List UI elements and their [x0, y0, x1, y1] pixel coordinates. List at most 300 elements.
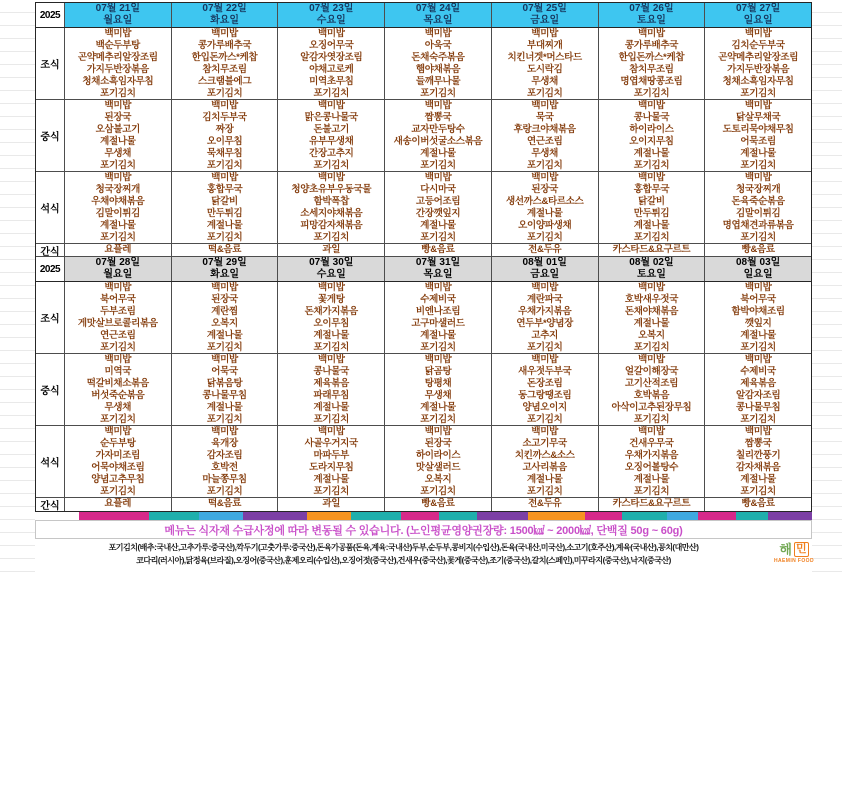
menu-item: 계절나물 — [100, 219, 136, 231]
menu-item: 콩나물국 — [633, 111, 670, 123]
menu-item: 닭갈비 — [638, 195, 665, 207]
day-weekday: 월요일 — [103, 269, 133, 280]
menu-item: 홍합무국 — [633, 183, 670, 195]
menu-item: 짜장 — [215, 123, 234, 135]
menu-cell[interactable] — [171, 426, 278, 497]
menu-item: 제육볶음 — [313, 377, 350, 389]
day-header-cell[interactable] — [384, 3, 491, 27]
menu-item: 계란찜 — [211, 305, 238, 317]
menu-cell[interactable] — [491, 28, 598, 99]
menu-item: 포기김치 — [420, 87, 456, 99]
menu-item: 청양초유부우동국물 — [291, 183, 372, 195]
menu-item: 곤약메추리알장조림 — [77, 51, 158, 63]
menu-item: 묵채무침 — [206, 147, 243, 159]
day-weekday: 월요일 — [103, 15, 133, 26]
menu-item: 미역초무침 — [309, 75, 354, 87]
menu-item: 함박폭찹 — [313, 195, 350, 207]
menu-item: 맛살샐러드 — [415, 461, 461, 473]
menu-item: 포기김치 — [740, 231, 776, 243]
menu-cell[interactable] — [704, 282, 811, 353]
menu-cell[interactable] — [171, 282, 278, 353]
menu-item: 포기김치 — [526, 341, 563, 353]
menu-item: 함박야채조림 — [731, 305, 785, 317]
menu-item: 콩나물국 — [313, 365, 350, 377]
menu-item: 도토리묵야채무침 — [722, 123, 794, 135]
menu-item: 포기김치 — [526, 413, 563, 425]
menu-item: 백미밥 — [531, 282, 559, 293]
menu-item: 계절나물 — [206, 401, 243, 413]
menu-cell[interactable] — [598, 28, 705, 99]
menu-cell[interactable] — [491, 354, 598, 425]
menu-item: 무생채 — [104, 147, 132, 159]
menu-cell[interactable] — [598, 354, 705, 425]
menu-item: 아욱국 — [424, 39, 452, 51]
menu-item: 콩가루배추국 — [197, 39, 252, 51]
menu-item: 양념고추무침 — [91, 473, 145, 485]
menu-item: 백미밥 — [104, 426, 132, 437]
menu-item: 버섯죽순볶음 — [91, 389, 145, 401]
menu-item: 참치무조림 — [629, 63, 674, 75]
menu-item: 떡갈비채소볶음 — [86, 377, 149, 389]
menu-item: 홍합무국 — [206, 183, 243, 195]
menu-cell[interactable] — [384, 282, 491, 353]
menu-cell[interactable] — [384, 426, 491, 497]
menu-item: 백미밥 — [211, 172, 238, 183]
menu-item: 포기김치 — [633, 341, 670, 353]
origin-info-line-2: 코다리(러시아),닭정육(브라질),오징어(중국산),훈제오리(수입산),오징어젓(중국산),건새우(중국산),꽃게(중국산),조기(중국산),갈치(스페인),미꾸라지(중국산),낙지(중국산) — [136, 556, 671, 565]
day-date: 07월 21일 — [95, 3, 141, 14]
snack-cell[interactable]: 빵&음료 — [384, 244, 491, 256]
menu-item: 백미밥 — [531, 28, 559, 39]
menu-item: 호박전 — [211, 461, 238, 473]
menu-item: 맑은콩나물국 — [304, 111, 358, 123]
day-weekday: 목요일 — [423, 269, 453, 280]
menu-item: 계절나물 — [206, 219, 243, 231]
menu-item: 백미밥 — [104, 28, 132, 39]
menu-cell[interactable] — [64, 172, 171, 243]
day-date: 08월 02일 — [629, 257, 674, 268]
menu-item: 수제비국 — [740, 365, 776, 377]
menu-item: 오이무침 — [206, 135, 243, 147]
menu-item: 탕평채 — [424, 377, 452, 389]
menu-item: 계절나물 — [420, 329, 456, 341]
menu-item: 포기김치 — [740, 341, 776, 353]
menu-item: 닭곰탕 — [424, 365, 452, 377]
menu-item: 우채가지볶음 — [518, 305, 572, 317]
menu-cell[interactable] — [384, 354, 491, 425]
week-header-row — [36, 3, 811, 28]
meal-row-breakfast — [36, 28, 811, 100]
menu-item: 계절나물 — [633, 317, 670, 329]
menu-item: 포기김치 — [100, 341, 136, 353]
menu-item: 포기김치 — [313, 159, 350, 171]
meal-label-dinner[interactable]: 석식 — [36, 172, 64, 243]
day-header-cell[interactable] — [384, 257, 491, 281]
snack-cell[interactable]: 빵&음료 — [704, 244, 811, 256]
menu-item: 육개장 — [211, 437, 238, 449]
menu-cell[interactable] — [277, 172, 384, 243]
menu-item: 돈장조림 — [526, 377, 563, 389]
menu-item: 새송이버섯굴소스볶음 — [393, 135, 483, 147]
menu-cell[interactable] — [491, 282, 598, 353]
menu-item: 어묵국 — [211, 365, 238, 377]
day-header-cell[interactable] — [171, 3, 278, 27]
menu-item: 백미밥 — [638, 28, 665, 39]
menu-item: 도라지무침 — [309, 461, 354, 473]
menu-item: 포기김치 — [740, 485, 776, 497]
menu-cell[interactable] — [491, 426, 598, 497]
menu-item: 백미밥 — [638, 100, 665, 111]
menu-cell[interactable] — [277, 282, 384, 353]
menu-item: 백미밥 — [744, 172, 772, 183]
ingredient-origin-info — [35, 541, 772, 567]
menu-item: 계절나물 — [420, 401, 456, 413]
meal-label-lunch[interactable]: 중식 — [36, 354, 64, 425]
menu-item: 얼갈이해장국 — [624, 365, 679, 377]
menu-item: 백미밥 — [744, 28, 772, 39]
menu-cell[interactable] — [598, 172, 705, 243]
menu-item: 건새우무국 — [629, 437, 674, 449]
decorative-color-stripe — [35, 512, 812, 520]
day-weekday: 일요일 — [743, 269, 773, 280]
menu-item: 백미밥 — [104, 100, 132, 111]
day-header-cell[interactable] — [277, 257, 384, 281]
menu-item: 백미밥 — [531, 426, 559, 437]
menu-cell[interactable] — [277, 426, 384, 497]
logo-glyph-right: 민 — [795, 543, 807, 555]
menu-item: 비엔나조림 — [415, 305, 461, 317]
year-label[interactable]: 2025 — [36, 3, 64, 27]
menu-item: 백미밥 — [211, 354, 238, 365]
menu-item: 포기김치 — [313, 485, 350, 497]
day-date: 07월 29일 — [202, 257, 247, 268]
menu-item: 백미밥 — [531, 172, 559, 183]
menu-item: 계절나물 — [740, 473, 776, 485]
menu-item: 포기김치 — [633, 159, 670, 171]
menu-item: 된장국 — [211, 293, 238, 305]
menu-item: 꽃게탕 — [317, 293, 345, 305]
menu-item: 오징어무국 — [309, 39, 354, 51]
snack-cell[interactable]: 요플레 — [64, 244, 171, 256]
menu-item: 김치두부국 — [202, 111, 247, 123]
menu-item: 간장깻잎지 — [415, 207, 461, 219]
menu-item: 마늘쫑무침 — [202, 473, 247, 485]
snack-cell[interactable]: 요플레 — [64, 498, 171, 511]
snack-cell[interactable]: 전&두유 — [491, 498, 598, 511]
snack-cell[interactable]: 떡&음료 — [171, 244, 278, 256]
menu-item: 만두튀김 — [206, 207, 243, 219]
menu-cell[interactable] — [171, 172, 278, 243]
menu-item: 포기김치 — [420, 485, 456, 497]
stripe-segment — [35, 512, 79, 520]
day-header-cell[interactable] — [64, 3, 171, 27]
day-weekday: 토요일 — [636, 269, 666, 280]
menu-item: 돈불고기 — [313, 123, 350, 135]
menu-item: 깻잎지 — [744, 317, 772, 329]
menu-cell[interactable] — [171, 28, 278, 99]
stripe-segment — [439, 512, 477, 520]
menu-item: 미역국 — [104, 365, 132, 377]
menu-item: 백미밥 — [104, 282, 132, 293]
menu-item: 백미밥 — [317, 172, 345, 183]
menu-item: 명엽채견과류볶음 — [722, 219, 794, 231]
day-header-cell[interactable] — [64, 257, 171, 281]
menu-item: 칠리깐풍기 — [735, 449, 781, 461]
snack-cell[interactable]: 과일 — [277, 244, 384, 256]
day-date: 07월 26일 — [629, 3, 674, 14]
menu-item: 백미밥 — [424, 354, 452, 365]
menu-item: 포기김치 — [206, 87, 243, 99]
menu-item: 계절나물 — [313, 329, 350, 341]
menu-cell[interactable] — [64, 426, 171, 497]
menu-item: 김말이튀김 — [95, 207, 141, 219]
menu-item: 우채가지볶음 — [624, 449, 679, 461]
menu-item: 포기김치 — [313, 413, 350, 425]
stripe-segment — [243, 512, 306, 520]
menu-change-notice: 메뉴는 식자재 수급사정에 따라 변동될 수 있습니다. (노인평균영양권장량: 1500㎉ ~ 2000㎉, 단백질 50g ~ 60g) — [35, 520, 812, 539]
day-header-cell[interactable] — [171, 257, 278, 281]
menu-item: 백미밥 — [211, 282, 238, 293]
menu-item: 콩나물무침 — [735, 401, 781, 413]
day-header-cell[interactable] — [491, 257, 598, 281]
menu-item: 된장국 — [104, 111, 132, 123]
menu-item: 햄야채볶음 — [415, 63, 461, 75]
menu-cell[interactable] — [384, 100, 491, 171]
menu-item: 백미밥 — [211, 100, 238, 111]
menu-item: 게맛살브로콜리볶음 — [77, 317, 158, 329]
menu-cell[interactable] — [598, 100, 705, 171]
menu-item: 포기김치 — [740, 87, 776, 99]
menu-item: 닭볶음탕 — [206, 377, 243, 389]
menu-item: 계절나물 — [420, 219, 456, 231]
menu-cell[interactable] — [491, 172, 598, 243]
menu-cell[interactable] — [704, 28, 811, 99]
menu-item: 계절나물 — [313, 401, 350, 413]
day-date: 07월 25일 — [522, 3, 567, 14]
menu-cell[interactable] — [64, 282, 171, 353]
day-header-cell[interactable] — [598, 3, 705, 27]
menu-cell[interactable] — [384, 172, 491, 243]
snack-cell[interactable]: 카스타드&요구르트 — [598, 498, 705, 511]
day-header-cell[interactable] — [704, 3, 811, 27]
day-header-cell[interactable] — [277, 3, 384, 27]
year-label[interactable]: 2025 — [36, 257, 64, 281]
weekly-meal-plan-table — [35, 2, 812, 512]
snack-cell[interactable]: 빵&음료 — [384, 498, 491, 511]
menu-item: 오복지 — [424, 473, 452, 485]
menu-item: 계절나물 — [740, 147, 776, 159]
menu-item: 참치무조림 — [202, 63, 247, 75]
menu-item: 백순두부탕 — [95, 39, 141, 51]
menu-cell[interactable] — [491, 100, 598, 171]
snack-cell[interactable]: 전&두유 — [491, 244, 598, 256]
meal-row-snack — [36, 244, 811, 257]
menu-item: 포기김치 — [420, 231, 456, 243]
menu-item: 곤약메추리알장조림 — [718, 51, 799, 63]
menu-item: 아삭이고추된장무침 — [611, 401, 692, 413]
menu-item: 마파두부 — [313, 449, 350, 461]
snack-cell[interactable]: 빵&음료 — [704, 498, 811, 511]
snack-cell[interactable]: 과일 — [277, 498, 384, 511]
menu-item: 포기김치 — [633, 413, 670, 425]
menu-item: 포기김치 — [313, 341, 350, 353]
menu-item: 백미밥 — [104, 354, 132, 365]
menu-item: 교자만두탕수 — [411, 123, 465, 135]
menu-item: 돈채야채볶음 — [624, 305, 679, 317]
meal-label-lunch[interactable]: 중식 — [36, 100, 64, 171]
day-weekday: 화요일 — [210, 15, 240, 26]
menu-item: 오복지 — [638, 329, 665, 341]
day-weekday: 수요일 — [316, 269, 346, 280]
menu-item: 닭갈비 — [211, 195, 238, 207]
menu-item: 부대찌개 — [526, 39, 563, 51]
spreadsheet-gridlines-right — [812, 0, 842, 578]
menu-item: 동그랑땡조림 — [518, 389, 572, 401]
menu-item: 포기김치 — [206, 485, 243, 497]
menu-item: 청채소흑임자무침 — [722, 75, 794, 87]
menu-item: 오이무침 — [313, 317, 350, 329]
stripe-segment — [768, 512, 812, 520]
day-weekday: 일요일 — [743, 15, 773, 26]
menu-item: 포기김치 — [206, 231, 243, 243]
menu-item: 오징어볼탕수 — [624, 461, 679, 473]
day-date: 07월 28일 — [95, 257, 141, 268]
menu-cell[interactable] — [171, 354, 278, 425]
menu-cell[interactable] — [64, 28, 171, 99]
menu-item: 된장국 — [531, 183, 559, 195]
menu-item: 고사리볶음 — [522, 461, 567, 473]
menu-cell[interactable] — [277, 354, 384, 425]
menu-cell[interactable] — [598, 426, 705, 497]
menu-item: 무생채 — [531, 147, 559, 159]
stripe-segment — [79, 512, 148, 520]
menu-item: 백미밥 — [424, 28, 452, 39]
menu-item: 계절나물 — [740, 329, 776, 341]
menu-cell[interactable] — [598, 282, 705, 353]
menu-item: 계절나물 — [526, 207, 563, 219]
menu-item: 오삼불고기 — [95, 123, 141, 135]
day-date: 07월 30일 — [309, 257, 354, 268]
menu-item: 간장고추지 — [309, 147, 354, 159]
menu-item: 백미밥 — [317, 426, 345, 437]
menu-item: 알감자엿장조림 — [300, 51, 363, 63]
menu-item: 어묵야채조림 — [91, 461, 145, 473]
menu-item: 백미밥 — [744, 426, 772, 437]
menu-item: 청채소흑임자무침 — [82, 75, 154, 87]
menu-item: 무생채 — [531, 75, 559, 87]
menu-item: 소세지야채볶음 — [300, 207, 363, 219]
menu-item: 북어무국 — [740, 293, 776, 305]
day-weekday: 금요일 — [530, 269, 560, 280]
menu-item: 콩가루배추국 — [624, 39, 679, 51]
menu-item: 후랑크야채볶음 — [513, 123, 576, 135]
menu-item: 북어무국 — [100, 293, 136, 305]
menu-cell[interactable] — [384, 28, 491, 99]
menu-cell[interactable] — [277, 100, 384, 171]
snack-cell[interactable]: 카스타드&요구르트 — [598, 244, 705, 256]
menu-cell[interactable] — [171, 100, 278, 171]
menu-item: 포기김치 — [633, 485, 670, 497]
menu-cell[interactable] — [64, 354, 171, 425]
menu-item: 새우젓두부국 — [518, 365, 572, 377]
menu-item: 무생채 — [424, 389, 452, 401]
meal-label-snack[interactable]: 간식 — [36, 498, 64, 511]
menu-cell[interactable] — [704, 100, 811, 171]
stripe-segment — [351, 512, 402, 520]
menu-item: 닭살무채국 — [735, 111, 781, 123]
day-date: 07월 31일 — [415, 257, 461, 268]
menu-item: 백미밥 — [211, 426, 238, 437]
snack-cell[interactable]: 떡&음료 — [171, 498, 278, 511]
menu-item: 도시락김 — [526, 63, 563, 75]
menu-cell[interactable] — [704, 172, 811, 243]
menu-cell[interactable] — [277, 28, 384, 99]
meal-label-dinner[interactable]: 석식 — [36, 426, 64, 497]
day-header-cell[interactable] — [491, 3, 598, 27]
menu-item: 돈채숙주볶음 — [411, 51, 465, 63]
menu-item: 백미밥 — [638, 354, 665, 365]
spreadsheet-gridlines-left — [0, 0, 35, 578]
day-date: 07월 23일 — [309, 3, 354, 14]
stripe-segment — [667, 512, 699, 520]
menu-item: 고기산적조림 — [624, 377, 679, 389]
menu-item: 연근조림 — [100, 329, 136, 341]
menu-item: 하이라이스 — [415, 449, 461, 461]
stripe-segment — [401, 512, 439, 520]
meal-label-breakfast[interactable]: 조식 — [36, 282, 64, 353]
menu-item: 연근조림 — [526, 135, 563, 147]
menu-item: 계절나물 — [313, 473, 350, 485]
day-header-cell[interactable] — [598, 257, 705, 281]
menu-item: 포기김치 — [633, 231, 670, 243]
meal-row-snack — [36, 498, 811, 511]
menu-item: 호박볶음 — [633, 389, 670, 401]
stripe-segment — [307, 512, 351, 520]
menu-cell[interactable] — [704, 354, 811, 425]
menu-item: 콩나물무침 — [202, 389, 247, 401]
meal-label-breakfast[interactable]: 조식 — [36, 28, 64, 99]
menu-item: 백미밥 — [744, 354, 772, 365]
menu-cell[interactable] — [704, 426, 811, 497]
menu-item: 짬뽕국 — [744, 437, 772, 449]
menu-item: 스크램블에그 — [197, 75, 252, 87]
menu-item: 호박새우젓국 — [624, 293, 679, 305]
menu-item: 감자조림 — [206, 449, 243, 461]
menu-cell[interactable] — [64, 100, 171, 171]
meal-label-snack[interactable]: 간식 — [36, 244, 64, 256]
menu-item: 돈채가지볶음 — [304, 305, 358, 317]
menu-item: 포기김치 — [100, 231, 136, 243]
day-header-cell[interactable] — [704, 257, 811, 281]
menu-item: 포기김치 — [100, 413, 136, 425]
menu-item: 파래무침 — [313, 389, 350, 401]
menu-item: 계절나물 — [633, 219, 670, 231]
menu-item: 포기김치 — [206, 159, 243, 171]
menu-item: 계절나물 — [206, 329, 243, 341]
menu-item: 감자채볶음 — [735, 461, 781, 473]
day-date: 07월 27일 — [735, 3, 781, 14]
menu-item: 포기김치 — [100, 159, 136, 171]
stripe-segment — [698, 512, 736, 520]
meal-row-dinner — [36, 426, 811, 498]
stripe-segment — [622, 512, 666, 520]
menu-item: 백미밥 — [424, 100, 452, 111]
menu-item: 백미밥 — [211, 28, 238, 39]
stripe-segment — [528, 512, 585, 520]
menu-item: 양념오이지 — [522, 401, 567, 413]
menu-item: 치킨너겟*머스타드 — [507, 51, 582, 63]
menu-item: 백미밥 — [317, 282, 345, 293]
